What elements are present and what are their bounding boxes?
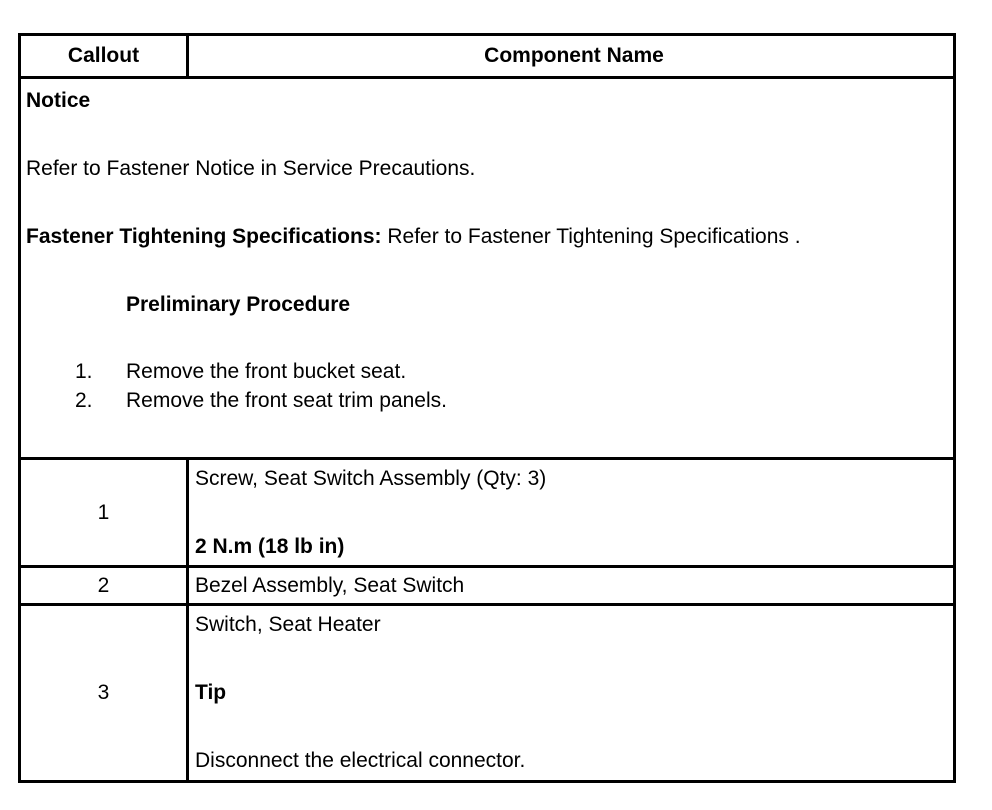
spec-text: Refer to Fastener Tightening Specifications . xyxy=(387,225,801,248)
component-table xyxy=(18,33,956,783)
tip-text: Disconnect the electrical connector. xyxy=(195,749,526,772)
spec-label: Fastener Tightening Specifications: xyxy=(26,225,382,248)
callout-cell: 1 xyxy=(21,460,189,565)
torque-spec: 2 N.m (18 lb in) xyxy=(195,535,345,558)
notice-section xyxy=(21,76,953,457)
callout-cell: 2 xyxy=(21,568,189,603)
tip-label: Tip xyxy=(195,681,227,704)
component-cell xyxy=(189,460,953,565)
spec-line xyxy=(26,225,801,249)
table-row xyxy=(21,457,953,565)
notice-text: Refer to Fastener Notice in Service Precautions. xyxy=(26,157,476,180)
procedure-title: Preliminary Procedure xyxy=(126,293,351,316)
notice-title: Notice xyxy=(26,89,91,112)
table-row xyxy=(21,603,953,780)
step-2-text: Remove the front seat trim panels. xyxy=(126,389,447,412)
component-cell xyxy=(189,606,953,780)
component-name: Screw, Seat Switch Assembly (Qty: 3) xyxy=(195,467,547,490)
table-header-row xyxy=(21,36,953,76)
component-cell xyxy=(189,568,953,603)
step-2-number: 2. xyxy=(75,389,93,412)
header-callout: Callout xyxy=(21,36,189,76)
step-1-text: Remove the front bucket seat. xyxy=(126,360,407,383)
component-name: Switch, Seat Heater xyxy=(195,613,381,636)
callout-cell: 3 xyxy=(21,606,189,780)
header-component-name: Component Name xyxy=(484,44,664,67)
step-1-number: 1. xyxy=(75,360,93,383)
component-name: Bezel Assembly, Seat Switch xyxy=(195,574,465,597)
table-row xyxy=(21,565,953,603)
